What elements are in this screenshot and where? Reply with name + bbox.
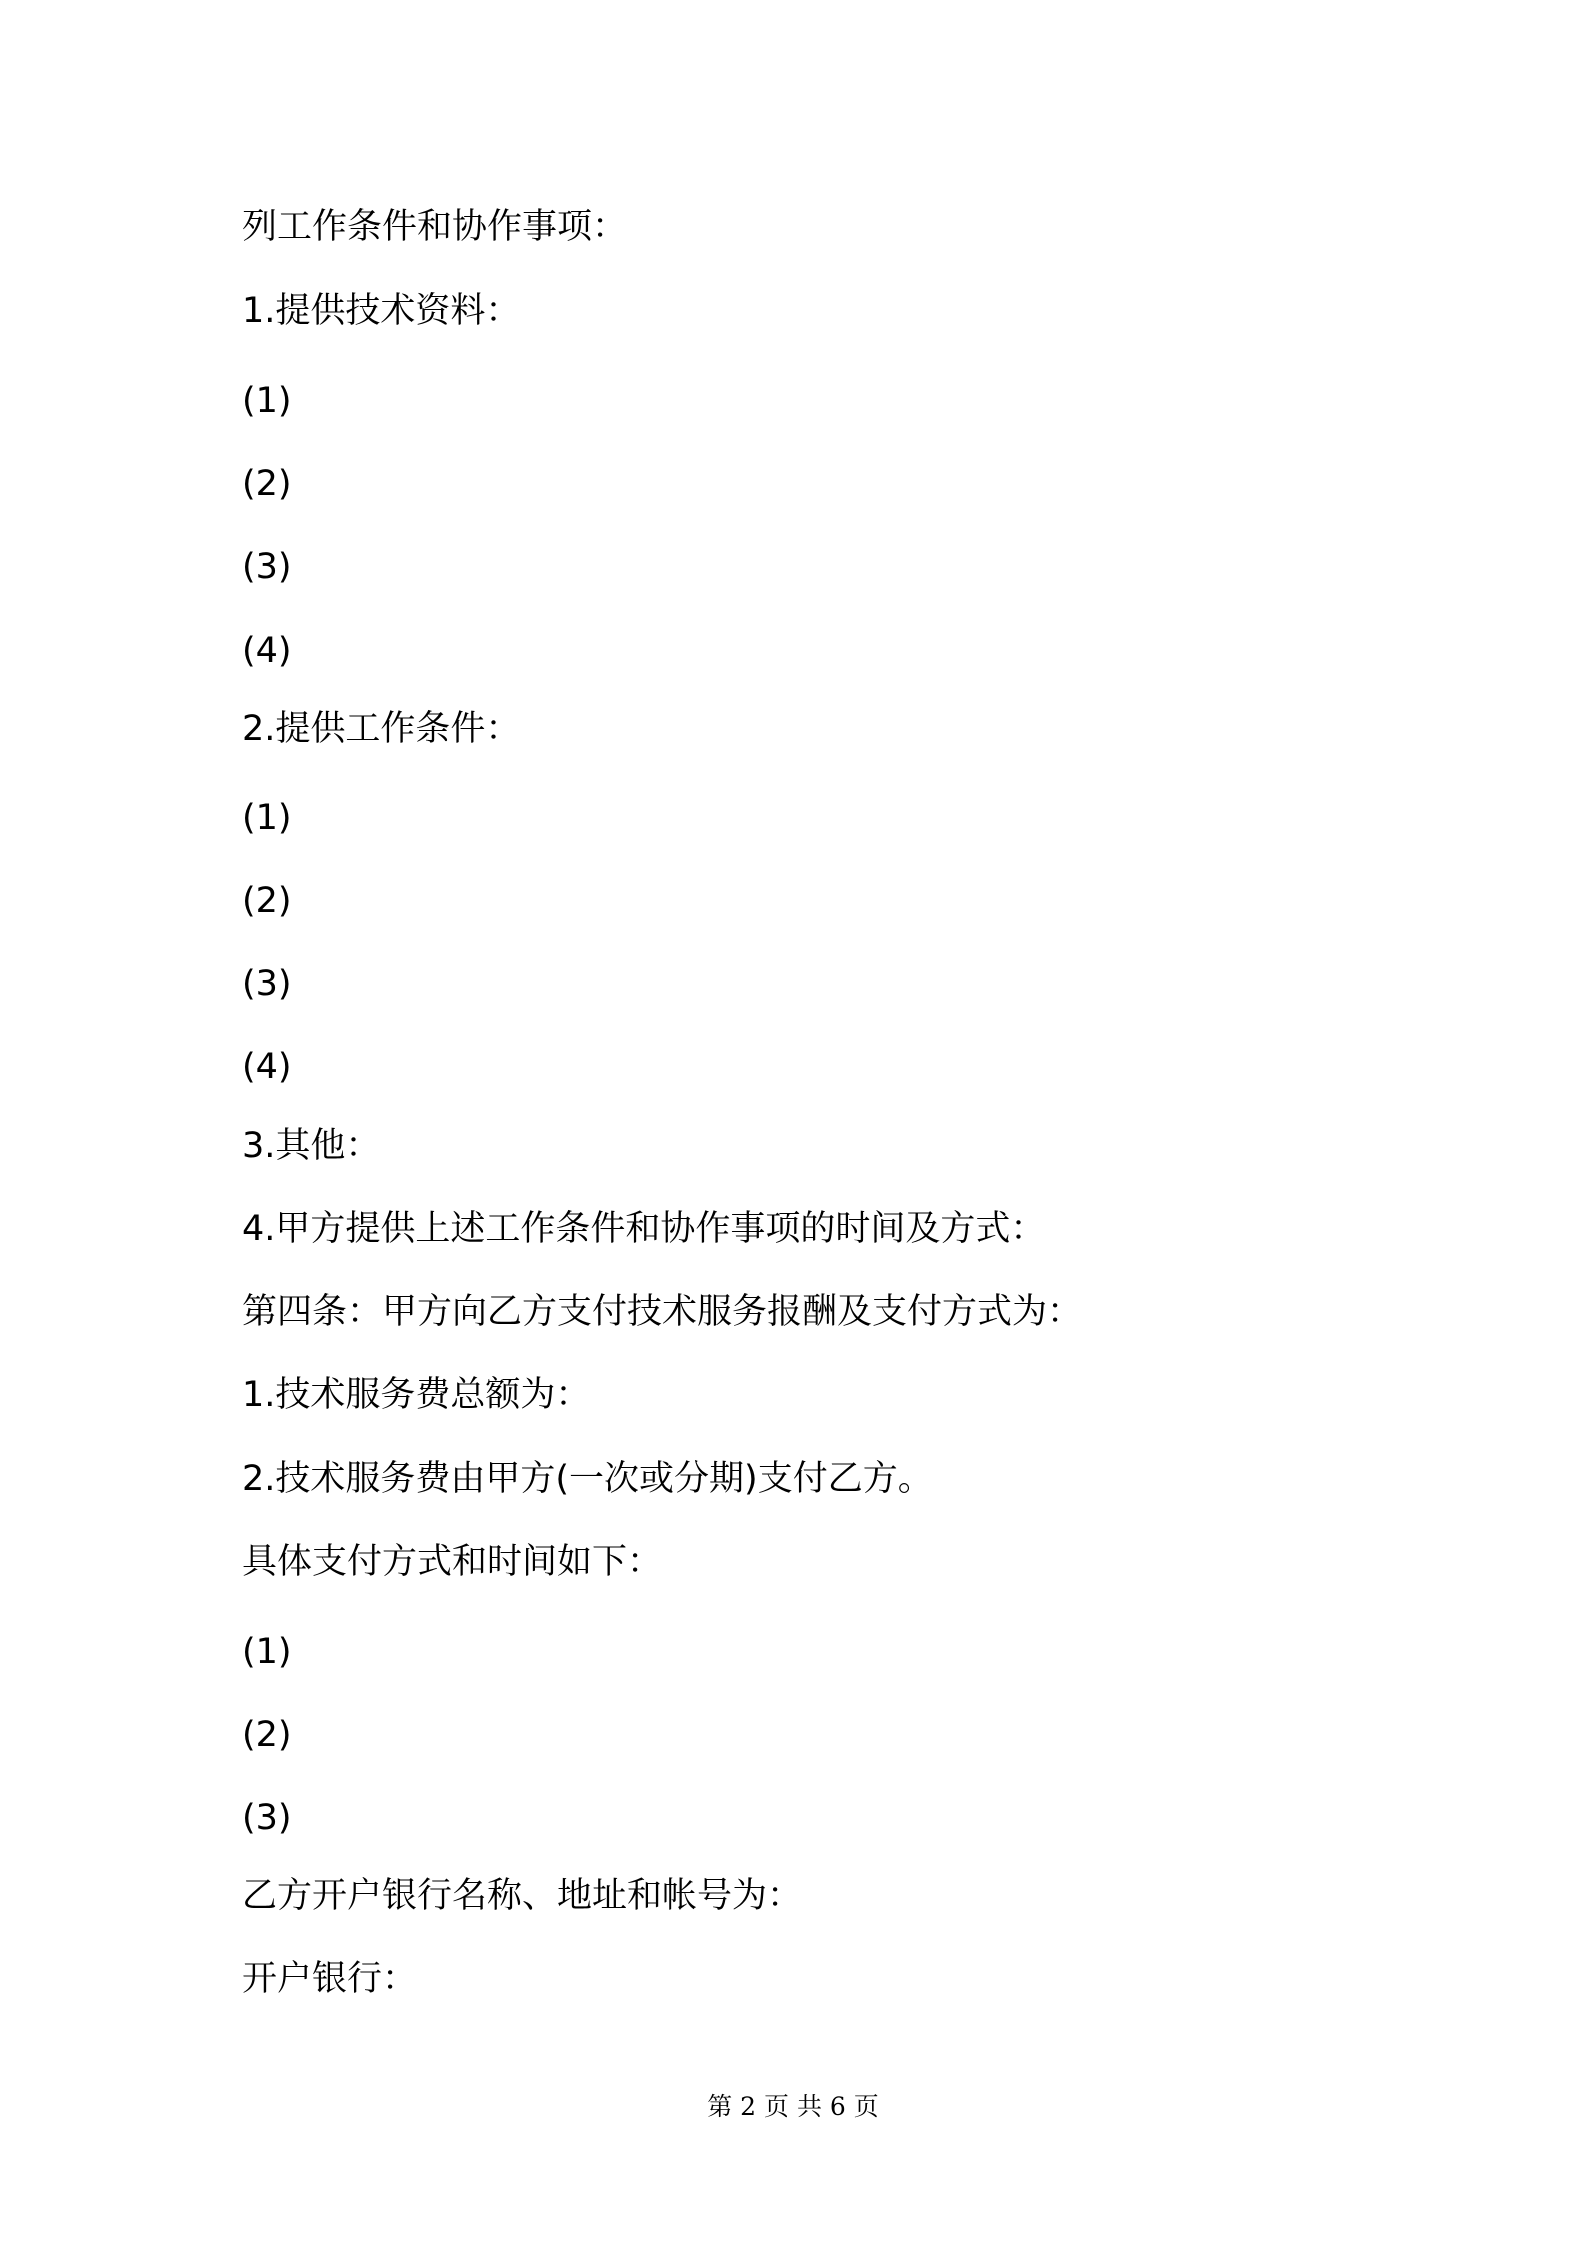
sub-item-1: (1) — [242, 381, 292, 421]
page-number-footer: 第 2 页 共 6 页 — [707, 2092, 879, 2121]
item-technical-materials: 1.提供技术资料： — [242, 291, 521, 331]
bank-name-label: 开户银行： — [242, 1959, 418, 1999]
sub-item-1: (1) — [242, 1632, 292, 1672]
section-intro-line: 列工作条件和协作事项： — [242, 207, 628, 247]
sub-item-3: (3) — [242, 1798, 292, 1838]
item-payment-method: 2.技术服务费由甲方(一次或分期)支付乙方。 — [242, 1459, 933, 1499]
sub-item-4: (4) — [242, 1047, 292, 1087]
item-total-fee: 1.技术服务费总额为： — [242, 1375, 591, 1415]
item-time-and-method: 4.甲方提供上述工作条件和协作事项的时间及方式： — [242, 1209, 1046, 1249]
sub-item-2: (2) — [242, 881, 292, 921]
sub-item-4: (4) — [242, 631, 292, 671]
sub-item-3: (3) — [242, 547, 292, 587]
sub-item-3: (3) — [242, 964, 292, 1004]
sub-item-2: (2) — [242, 1715, 292, 1755]
sub-item-1: (1) — [242, 798, 292, 838]
item-work-conditions: 2.提供工作条件： — [242, 709, 521, 749]
item-other: 3.其他： — [242, 1126, 381, 1166]
article-four-heading: 第四条：甲方向乙方支付技术服务报酬及支付方式为： — [242, 1292, 1083, 1332]
sub-item-2: (2) — [242, 464, 292, 504]
payment-details-intro: 具体支付方式和时间如下： — [242, 1542, 663, 1582]
bank-info-intro: 乙方开户银行名称、地址和帐号为： — [242, 1876, 803, 1916]
